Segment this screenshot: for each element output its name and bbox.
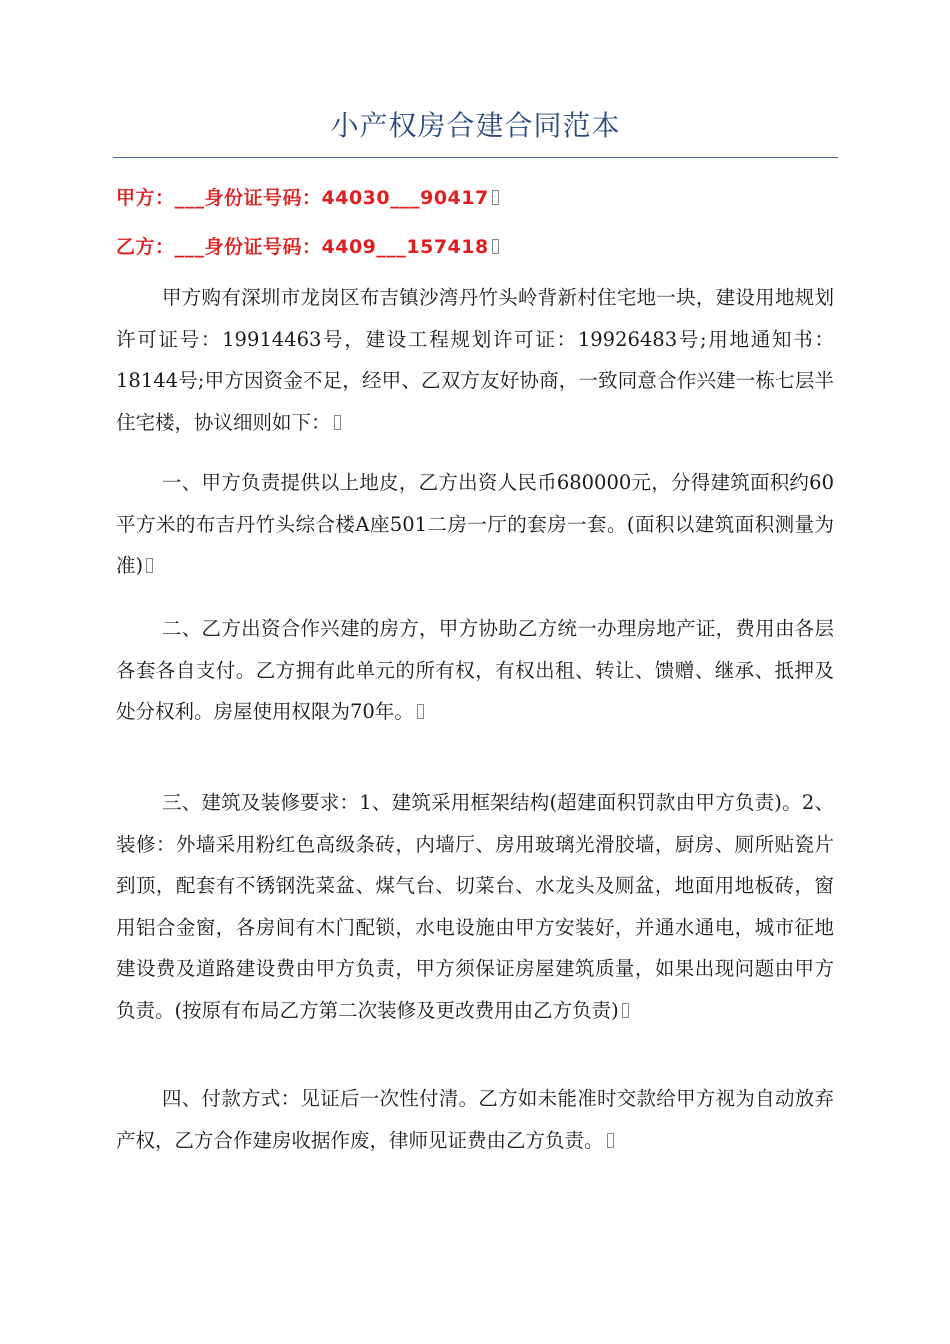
party-b-line xyxy=(116,232,499,259)
paragraph-intro xyxy=(116,277,834,443)
paragraph-mark-icon xyxy=(622,1003,629,1018)
paragraph-text: 二、乙方出资合作兴建的房方，甲方协助乙方统一办理房地产证，费用由各层各套各自支付。乙方拥有此单元的所有权，有权出租、转让、馈赠、继承、抵押及处分权利。房屋使用权限为70年。 xyxy=(116,617,834,723)
title-divider xyxy=(113,157,838,158)
paragraph-clause-2 xyxy=(116,608,834,733)
party-a-text: 甲方：___身份证号码：44030___90417 xyxy=(116,187,489,209)
document-title: 小产权房合建合同范本 xyxy=(330,109,621,142)
paragraph-mark-icon xyxy=(607,1133,614,1148)
paragraph-mark-icon xyxy=(417,704,424,719)
party-b-text: 乙方：___身份证号码：4409___157418 xyxy=(116,236,489,258)
party-a-line xyxy=(116,183,499,210)
paragraph-clause-1 xyxy=(116,462,834,587)
paragraph-text: 甲方购有深圳市龙岗区布吉镇沙湾丹竹头岭背新村住宅地一块，建设用地规划许可证号：19914463号，建设工程规划许可证：19926483号;用地通知书：18144号;甲方因资金不足，经甲、乙双方友好协商，一致同意合作兴建一栋七层半住宅楼，协议细则如下： xyxy=(116,286,834,434)
paragraph-mark-icon xyxy=(492,239,499,254)
paragraph-text: 四、付款方式：见证后一次性付清。乙方如未能准时交款给甲方视为自动放弃产权，乙方合作建房收据作废，律师见证费由乙方负责。 xyxy=(116,1087,834,1152)
paragraph-text: 三、建筑及装修要求：1、建筑采用框架结构(超建面积罚款由甲方负责)。2、装修：外墙采用粉红色高级条砖，内墙厅、房用玻璃光滑胶墙，厨房、厕所贴瓷片到顶，配套有不锈钢洗菜盆、煤气台、切菜台、水龙头及厕盆，地面用地板砖，窗用铝合金窗，各房间有木门配锁，水电设施由甲方安装好，并通水通电，城市征地建设费及道路建设费由甲方负责，甲方须保证房屋建筑质量，如果出现问题由甲方负责。(按原有布局乙方第二次装修及更改费用由乙方负责) xyxy=(116,791,834,1022)
paragraph-text: 一、甲方负责提供以上地皮，乙方出资人民币680000元，分得建筑面积约60平方米的布吉丹竹头综合楼A座501二房一厅的套房一套。(面积以建筑面积测量为准) xyxy=(116,471,834,577)
paragraph-mark-icon xyxy=(146,558,153,573)
paragraph-clause-4 xyxy=(116,1078,834,1161)
paragraph-mark-icon xyxy=(492,190,499,205)
paragraph-clause-3 xyxy=(116,782,834,1031)
paragraph-mark-icon xyxy=(334,415,341,430)
